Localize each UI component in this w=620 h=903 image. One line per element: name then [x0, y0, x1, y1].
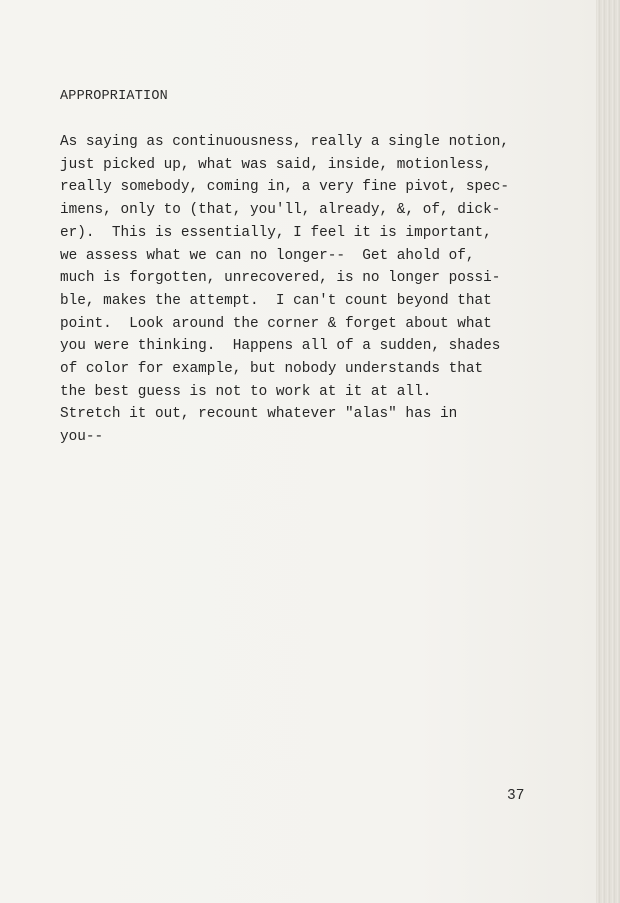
text-line: As saying as continuousness, really a single notion, [60, 134, 510, 150]
text-line: point. Look around the corner & forget about what [60, 315, 492, 332]
text-line: ble, makes the attempt. I can't count beyond that [60, 292, 492, 309]
text-line: you-- [60, 429, 104, 446]
body-text [60, 131, 530, 449]
text-line: just picked up, what was said, inside, motionless, [60, 156, 492, 173]
page-number: 37 [507, 788, 525, 804]
section-heading: APPROPRIATION [60, 89, 168, 104]
text-line: much is forgotten, unrecovered, is no longer possi- [60, 270, 501, 287]
page-stack-edge [596, 0, 620, 903]
text-line: we assess what we can no longer-- Get ahold of, [60, 247, 475, 264]
text-line: really somebody, coming in, a very fine pivot, spec- [60, 179, 510, 196]
text-line: Stretch it out, recount whatever "alas" has in [60, 406, 458, 423]
text-line: of color for example, but nobody understands that [60, 361, 484, 378]
text-line: you were thinking. Happens all of a sudden, shades [60, 338, 501, 355]
text-line: imens, only to (that, you'll, already, &, of, dick- [60, 202, 501, 219]
text-line: er). This is essentially, I feel it is important, [60, 224, 492, 241]
text-line: the best guess is not to work at it at all. [60, 383, 432, 400]
